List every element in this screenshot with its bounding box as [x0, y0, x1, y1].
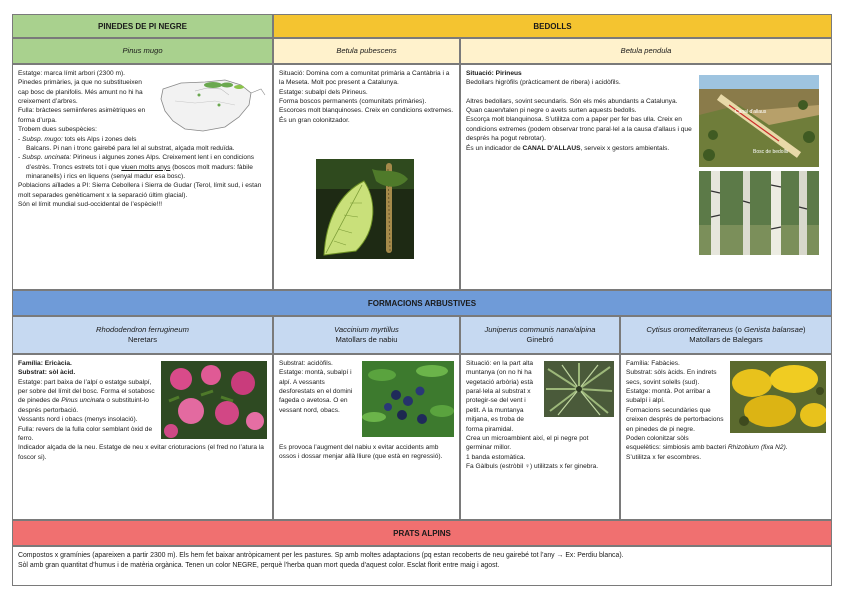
pendula-situacio: Situació: Pirineus — [466, 70, 522, 77]
vaccinium-estatge: Estatge: montà, subalpí i alpí. A vessants desforestats en el domini fageda o avetosa. O en vessant nord, obacs. — [279, 369, 353, 414]
pubescens-escorces: Escorces molt blanquinoses. Creix en condicions extremes. És un gran colonitzador. — [279, 107, 454, 124]
rhodo-uncinata: Pinus uncinata — [61, 397, 105, 405]
cytisus-colonitzar — [626, 434, 826, 453]
broom-photo — [730, 361, 826, 433]
juniperus-species: Juniperus communis nana/alpina — [484, 324, 596, 334]
pinedes-limit: Són el límit mundial sud-occidental de l’espècie!!! — [18, 201, 163, 209]
pinedes-cell — [12, 64, 273, 290]
subsp-uncinata-underline: viuen molts anys — [121, 163, 171, 171]
cytisus-substrat: Substrat: sòls àcids. En indrets secs, sovint solells (sud). — [626, 369, 717, 386]
pinedes-subespecies-intro: Trobem dues subespècies: — [18, 126, 97, 134]
betula-pubescens-label: Betula pubescens — [336, 45, 397, 55]
birch-leaf-photo — [316, 159, 414, 259]
betula-pubescens-cell — [273, 64, 460, 290]
pubescens-estatge: Estatge: subalpí dels Pirineus. — [279, 88, 368, 96]
rhododendron-cell — [12, 354, 273, 520]
cytisus-formacions: Formacions secundàries que creixen després de pertorbacions en pinedes de pi negre. — [626, 406, 724, 433]
prats-cell — [12, 546, 832, 586]
birch-trunks-photo — [699, 171, 819, 255]
bedolls-header — [273, 14, 832, 38]
rhodo-familia: Família: Ericàcia. — [18, 360, 72, 367]
cytisus-species-b: (o — [732, 324, 744, 334]
subsp-uncinata-text-b: (boscos molt madurs: fàbile minaranells) i rics en liquens (senyal madur esa bosc). — [26, 163, 253, 180]
juniperus-banda: 1 banda estomàtica. — [466, 453, 526, 461]
pubescens-situacio: Situació: Domina com a comunitat primària a Cantàbria i a la Meseta. Molt poc present a Catalunya. — [279, 70, 450, 87]
pubescens-boscos: Forma boscos permanents (comunitats primàries). — [279, 98, 427, 106]
rhododendron-photo — [161, 361, 267, 439]
formacions-header-label: FORMACIONS ARBUSTIVES — [367, 298, 477, 308]
cytisus-common: Matollars de Balegars — [689, 335, 763, 344]
vaccinium-substrat: Substrat: acidòfils. — [279, 360, 333, 367]
vaccinium-common: Matollars de nabiu — [335, 335, 398, 344]
subspecies-item-uncinata: - Subsp. uncinata: Pirineus i algunes zones Alps. Creixement lent i en condicions d’estrès. Troncs estrets tot i que viuen molts anys (boscos molt madurs: fàbile minaranells) i rics en liquens (senyal madur esa bosc). — [18, 154, 255, 180]
cytisus-cell — [620, 354, 832, 520]
cytisus-escombres: S’utilitza x fer escombres. — [626, 453, 702, 461]
formacions-header — [12, 290, 832, 316]
cytisus-rhizobium: Rhizobium (fixa N2). — [727, 444, 788, 452]
subspecies-list — [18, 135, 267, 182]
avalanche-channel-photo — [699, 75, 819, 167]
subspecies-item-mugo: - Subsp. mugo: tots els Alps i zones dels Balcans. Pi nan i tronc gairebé para lel al substrat, alçada molt reduïda. — [18, 135, 235, 152]
pendula-escorca: Escorça molt blanquinosa. S’utilitza com a paper per fer bas ulla. Creix en condicions extremes (podem observar tronc paral·lel a la causa d’allaus i que després ha pogut rebrotar). — [466, 116, 692, 143]
juniperus-galbuls: Fa Gàlbuls (estròbil ♀) utilitzats x fer ginebra. — [466, 462, 599, 470]
cytisus-species-a: Cytisus oromediterraneus — [646, 324, 733, 334]
pendula-indicador-b: CANAL D’ALLAUS — [522, 144, 581, 152]
avalanche-label: Canal d'allaus — [735, 109, 767, 115]
subsp-uncinata-name: Subsp. uncinata: — [22, 154, 72, 162]
subsp-mugo-text: tots els Alps i zones dels Balcans. Pi nan i tronc gairebé para lel al substrat, alçada molt reduïda. — [26, 135, 235, 152]
pinedes-primaries: Pinedes primàries, ja que no substitueixen cap bosc de planifolis. Més amunt no hi ha creixement d’arbres. — [18, 79, 143, 106]
rhodo-substrat: Substrat: sòl àcid. — [18, 369, 76, 377]
rhodo-vessants: Vessants nord i obacs (menys insolació). — [18, 416, 138, 424]
betula-pendula-label: Betula pendula — [620, 45, 672, 55]
pendula-altres: Altres bedollars, sovint secundaris. Són els més abundants a Catalunya. Quan cauen/talen pi negre o avets surten aquests bedolls. — [466, 97, 678, 115]
prats-line-1: Compostos x gramínies (apareixen a partir 2300 m). Els hem fet baixar antròpicament per les pastures. Sp amb moltes adaptacions (pq estan recoberts de neu gairebé tot l’any → Ex: Perdiu blanca). — [18, 552, 624, 559]
betula-pendula-subheader — [460, 38, 832, 64]
pinedes-fulla: Fulla: bràctees semiinferes asimètriques en forma d’urpa. — [18, 107, 146, 124]
pinedes-header — [12, 14, 273, 38]
subsp-mugo-name: Subsp. mugo: — [22, 135, 63, 143]
bedolls-header-label: BEDOLLS — [533, 21, 572, 31]
iberia-distribution-map — [155, 71, 267, 137]
pendula-indicador-a: És un indicador de — [466, 144, 523, 152]
juniperus-situacio: Situació: en la part alta muntanya (on no hi ha vegetació arbòria) està paral·lela al substrat x protegir-se del vent i petit. A la muntanya mitjana, es troba de forma piramidal. — [466, 360, 534, 433]
vaccinium-subheader — [273, 316, 460, 354]
rhododendron-common: Neretars — [127, 335, 158, 344]
pendula-indicador — [466, 144, 692, 153]
rhodo-indicador: Indicador alçada de la neu. Estatge de neu x evitar crioturacions (el fred no l’atura la foscor si). — [18, 444, 264, 461]
cytisus-familia: Família: Fabàcies. — [626, 360, 680, 367]
juniperus-common: Ginebró — [526, 335, 554, 344]
cytisus-species — [646, 325, 805, 335]
prats-line-2: Sòl amb gran quantitat d’humus i de matèria orgànica. Tenen un color NEGRE, perquè l’herba quan mort queda d’aquest color. Esclat florit entre maig i agost. — [18, 561, 500, 569]
pinus-mugo-subheader — [12, 38, 273, 64]
pendula-higrofils: Bedollars higròfils (pràcticament de ribera) i acidòfils. — [466, 79, 621, 87]
juniper-photo — [544, 361, 614, 417]
cytisus-colonitzar-text: Poden colonitzar sòls esquelètics: simbiosis amb bacteri — [626, 434, 728, 452]
blueberry-photo — [362, 361, 454, 437]
rhododendron-subheader — [12, 316, 273, 354]
pinedes-estatge: Estatge: marca límit arbori (2300 m). — [18, 70, 126, 77]
pinedes-header-label: PINEDES DE PI NEGRE — [98, 21, 187, 31]
cytisus-estatge: Estatge: montà. Pot arribar a subalpí i alpí. — [626, 388, 711, 405]
vaccinium-species: Vaccinium myrtillus — [334, 324, 399, 334]
juniperus-microambient: Crea un microambient així, el pi negre pot germinar millor. — [466, 434, 589, 452]
juniperus-subheader — [460, 316, 620, 354]
birch-forest-label: Bosc de bedolls — [753, 149, 789, 155]
rhododendron-species: Rhododendron ferrugineum — [96, 324, 189, 334]
betula-pendula-cell — [460, 64, 832, 290]
cytisus-subheader — [620, 316, 832, 354]
prats-header-label: PRATS ALPINS — [393, 528, 451, 538]
rhodo-fulla: Fulla: revers de la fulla color semblant òxid de ferro. — [18, 425, 153, 442]
juniperus-cell — [460, 354, 620, 520]
vaccinium-cell — [273, 354, 460, 520]
pinus-mugo-label: Pinus mugo — [122, 45, 163, 55]
pendula-indicador-c: , serveix x gestors ambientals. — [580, 144, 670, 152]
vaccinium-augment: Es provoca l’augment del nabiu x evitar accidents amb ossos i dossar menjar allà lliure (que està en regressió). — [279, 444, 443, 461]
rhodo-estatge-text: Estatge: part baixa de l’alpí o estatge subalpí, per sobre del límit del bosc. Forma el sotabosc de pinedes de — [18, 378, 155, 405]
prats-header — [12, 520, 832, 546]
betula-pubescens-subheader — [273, 38, 460, 64]
cytisus-species-c: Genista balansae — [743, 324, 804, 334]
subsp-uncinata-text-a: Pirineus i algunes zones Alps. Creixement lent i en condicions d’estrès. Troncs estrets tot i que — [26, 154, 255, 171]
pinedes-poblacions: Poblacions aïllades a PI: Sierra Cebollera i Sierra de Gudar (Terol, límit sud, i estan molt separades genèticament x la separació últim glacial). — [18, 182, 262, 199]
rhodo-substitueix: o substituint-lo després pertorbació. — [18, 397, 149, 414]
cytisus-species-d: ) — [803, 324, 806, 334]
